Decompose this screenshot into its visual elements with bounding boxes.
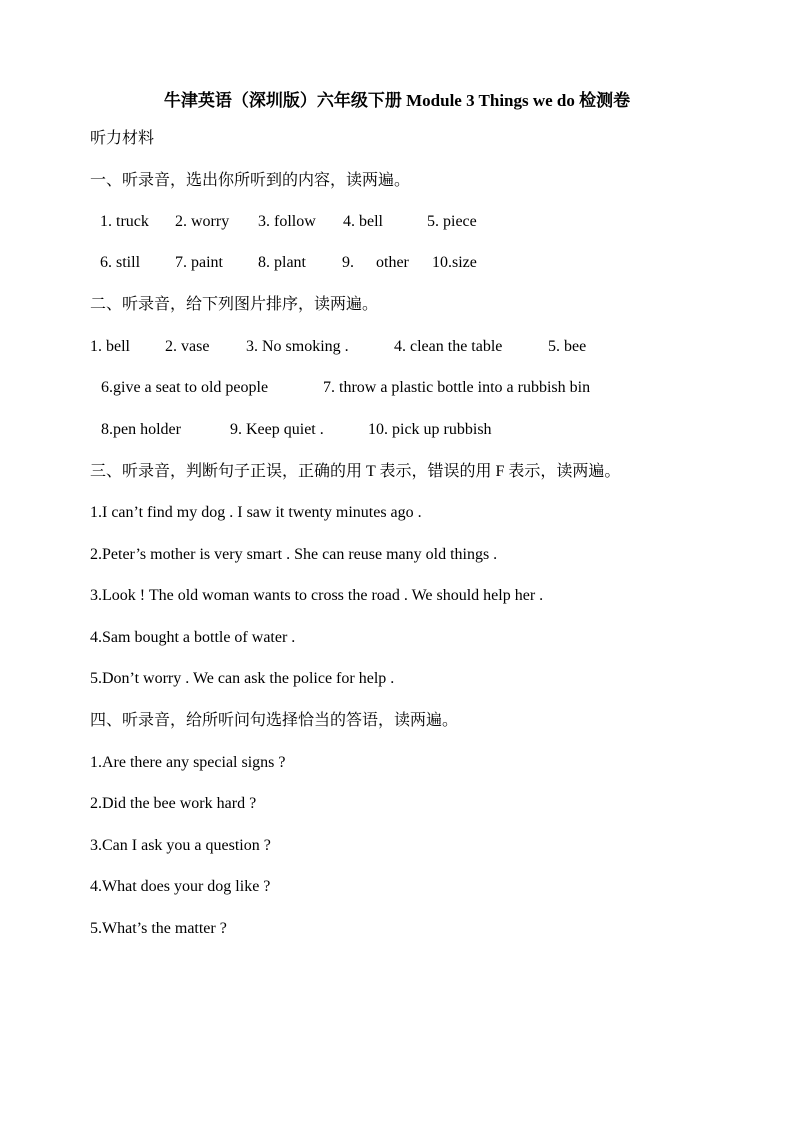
sentence-item: 5.Don’t worry . We can ask the police for help . <box>90 670 395 687</box>
sentence-item: 4.Sam bought a bottle of water . <box>90 629 296 646</box>
picture-item: 4. clean the table <box>394 338 503 355</box>
section-2-heading: 二、听录音，给下列图片排序，读两遍。 <box>90 296 379 313</box>
document-title: 牛津英语（深圳版）六年级下册 Module 3 Things we do 检测卷 <box>163 91 631 110</box>
word-item: 6. still <box>100 254 141 271</box>
question-item: 1.Are there any special signs ? <box>90 754 286 771</box>
picture-item: 5. bee <box>548 338 587 355</box>
question-item: 2.Did the bee work hard ? <box>90 795 257 812</box>
word-item: other <box>376 254 409 271</box>
section-3-heading: 三、听录音，判断句子正误，正确的用 T 表示，错误的用 F 表示，读两遍。 <box>90 463 621 480</box>
word-item: 3. follow <box>258 213 316 230</box>
word-item: 4. bell <box>343 213 383 230</box>
word-item: 8. plant <box>258 254 306 271</box>
picture-item: 10. pick up rubbish <box>368 421 492 438</box>
picture-item: 2. vase <box>165 338 210 355</box>
word-item: 2. worry <box>175 213 230 230</box>
word-item: 1. truck <box>100 213 149 230</box>
sentence-item: 3.Look ! The old woman wants to cross the road . We should help her . <box>90 587 544 604</box>
picture-item: 7. throw a plastic bottle into a rubbish bin <box>323 379 591 396</box>
section-4-heading: 四、听录音，给所听问句选择恰当的答语，读两遍。 <box>90 712 459 729</box>
picture-item: 3. No smoking . <box>246 338 349 355</box>
section-1-heading: 一、听录音，选出你所听到的内容，读两遍。 <box>90 172 411 189</box>
picture-item: 1. bell <box>90 338 130 355</box>
subtitle: 听力材料 <box>90 130 155 147</box>
question-item: 4.What does your dog like ? <box>90 878 271 895</box>
question-item: 5.What’s the matter ? <box>90 920 227 937</box>
sentence-item: 2.Peter’s mother is very smart . She can reuse many old things . <box>90 546 498 563</box>
word-item: 7. paint <box>175 254 223 271</box>
picture-item: 6.give a seat to old people <box>101 379 269 396</box>
question-item: 3.Can I ask you a question ? <box>90 837 271 854</box>
word-item: 9. <box>342 254 354 271</box>
sentence-item: 1.I can’t find my dog . I saw it twenty minutes ago . <box>90 504 422 521</box>
word-item: 10.size <box>432 254 477 271</box>
word-item: 5. piece <box>427 213 477 230</box>
picture-item: 8.pen holder <box>101 421 181 438</box>
picture-item: 9. Keep quiet . <box>230 421 324 438</box>
